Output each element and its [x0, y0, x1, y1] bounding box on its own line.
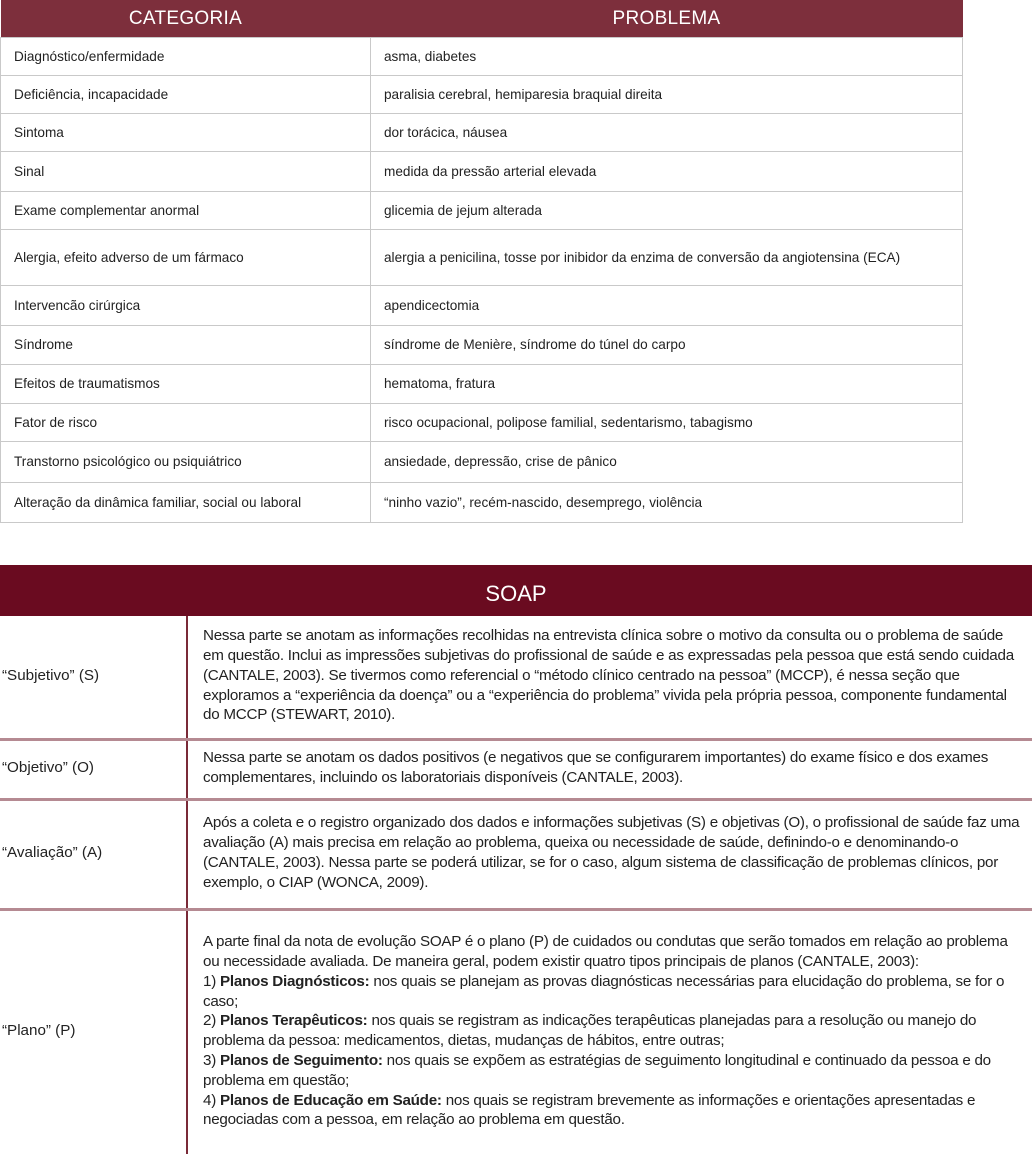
plano-item	[203, 1051, 1024, 1091]
item-title: Planos de Seguimento:	[219, 1052, 383, 1070]
table-row	[1, 152, 963, 192]
item-number: 1)	[203, 972, 220, 990]
plano-item	[203, 1011, 1024, 1051]
problema-cell: medida da pressão arterial elevada	[371, 152, 963, 192]
soap-text: Nessa parte se anotam os dados positivos (e negativos que se configurarem importantes) do exame físico e dos exames complementares, incluindo os laboratoriais disponíveis (CANTALE, 2003).	[187, 739, 1032, 799]
problema-cell: “ninho vazio”, recém-nascido, desemprego, violência	[371, 483, 963, 523]
problema-cell: paralisia cerebral, hemiparesia braquial direita	[371, 76, 963, 114]
categoria-cell: Alergia, efeito adverso de um fármaco	[1, 230, 371, 286]
soap-label: “Objetivo” (O)	[0, 739, 187, 799]
table-row	[1, 192, 963, 230]
categoria-cell: Fator de risco	[1, 404, 371, 442]
categoria-cell: Sinal	[1, 152, 371, 192]
item-number: 2)	[203, 1012, 220, 1030]
table-row	[1, 38, 963, 76]
item-title: Planos Terapêuticos:	[219, 1012, 368, 1030]
plano-item	[203, 972, 1024, 1012]
table-row	[1, 286, 963, 326]
categoria-cell: Intervencão cirúrgica	[1, 286, 371, 326]
item-number: 4)	[203, 1091, 220, 1109]
soap-table	[0, 565, 1032, 1154]
soap-header: SOAP	[0, 565, 1032, 616]
problema-cell: hematoma, fratura	[371, 365, 963, 404]
table-row	[1, 404, 963, 442]
problema-cell: síndrome de Menière, síndrome do túnel do carpo	[371, 326, 963, 365]
item-title: Planos de Educação em Saúde:	[219, 1091, 442, 1109]
problema-cell: ansiedade, depressão, crise de pânico	[371, 442, 963, 483]
categoria-cell: Deficiência, incapacidade	[1, 76, 371, 114]
item-number: 3)	[203, 1052, 220, 1070]
soap-text	[187, 909, 1032, 1154]
table-row	[1, 365, 963, 404]
categoria-cell: Diagnóstico/enfermidade	[1, 38, 371, 76]
problema-cell: risco ocupacional, polipose familial, sedentarismo, tabagismo	[371, 404, 963, 442]
problema-cell: apendicectomia	[371, 286, 963, 326]
soap-row	[0, 739, 1032, 799]
soap-label: “Avaliação” (A)	[0, 799, 187, 909]
item-text: nos quais se planejam as provas diagnósticas necessárias para elucidação do problema, se for o caso;	[203, 972, 1005, 1010]
soap-text: Nessa parte se anotam as informações recolhidas na entrevista clínica sobre o motivo da consulta ou o problema de saúde em questão. Inclui as impressões subjetivas do profissional de saúde e as expressadas pela pessoa que está sendo cuidada (CANTALE, 2003). Se tivermos como referencial o “método clínico centrado na pessoa” (MCCP), é nessa seção que exploramos a “experiência da doença” ou a “experiência do problema” vivida pela própria pessoa, componente fundamental do MCCP (STEWART, 2010).	[187, 616, 1032, 739]
item-title: Planos Diagnósticos:	[219, 972, 370, 990]
table-row	[1, 114, 963, 152]
categoria-cell: Efeitos de traumatismos	[1, 365, 371, 404]
problem-category-table	[0, 0, 963, 523]
soap-text: Após a coleta e o registro organizado dos dados e informações subjetivas (S) e objetivas (O), o profissional de saúde faz uma avaliação (A) mais precisa em relação ao problema, queixa ou necessidade de saúde, definindo-o e denominando-o (CANTALE, 2003). Nessa parte se poderá utilizar, se for o caso, algum sistema de classificação de problemas clínicos, por exemplo, o CIAP (WONCA, 2009).	[187, 799, 1032, 909]
header-problema: PROBLEMA	[371, 0, 963, 38]
soap-label: “Subjetivo” (S)	[0, 616, 187, 739]
item-text: nos quais se registram as indicações terapêuticas planejadas para a resolução ou manejo do problema da pessoa: medicamentos, dietas, mudanças de hábitos, entre outras;	[203, 1012, 977, 1050]
soap-row-plano	[0, 909, 1032, 1154]
problema-cell: asma, diabetes	[371, 38, 963, 76]
table-row	[1, 483, 963, 523]
problema-cell: glicemia de jejum alterada	[371, 192, 963, 230]
plano-item	[203, 1091, 1024, 1131]
categoria-cell: Síndrome	[1, 326, 371, 365]
problema-cell: dor torácica, náusea	[371, 114, 963, 152]
soap-row	[0, 616, 1032, 739]
table-row	[1, 326, 963, 365]
header-categoria: CATEGORIA	[1, 0, 371, 38]
table-row	[1, 442, 963, 483]
item-text: nos quais se expõem as estratégias de seguimento longitudinal e continuado da pessoa e do problema em questão;	[203, 1052, 991, 1089]
categoria-cell: Alteração da dinâmica familiar, social ou laboral	[1, 483, 371, 523]
table-row	[1, 230, 963, 286]
item-text: nos quais se registram brevemente as informações e orientações apresentadas e negociadas com a pessoa, em relação ao problema em questão.	[203, 1091, 976, 1129]
problema-cell: alergia a penicilina, tosse por inibidor da enzima de conversão da angiotensina (ECA)	[371, 230, 963, 286]
categoria-cell: Exame complementar anormal	[1, 192, 371, 230]
soap-label: “Plano” (P)	[0, 909, 187, 1154]
categoria-cell: Sintoma	[1, 114, 371, 152]
categoria-cell: Transtorno psicológico ou psiquiátrico	[1, 442, 371, 483]
soap-row	[0, 799, 1032, 909]
plano-intro: A parte final da nota de evolução SOAP é o plano (P) de cuidados ou condutas que serão tomados em relação ao problema ou necessidade avaliada. De maneira geral, podem existir quatro tipos principais de planos (CANTALE, 2003):	[203, 933, 1008, 971]
table-row	[1, 76, 963, 114]
